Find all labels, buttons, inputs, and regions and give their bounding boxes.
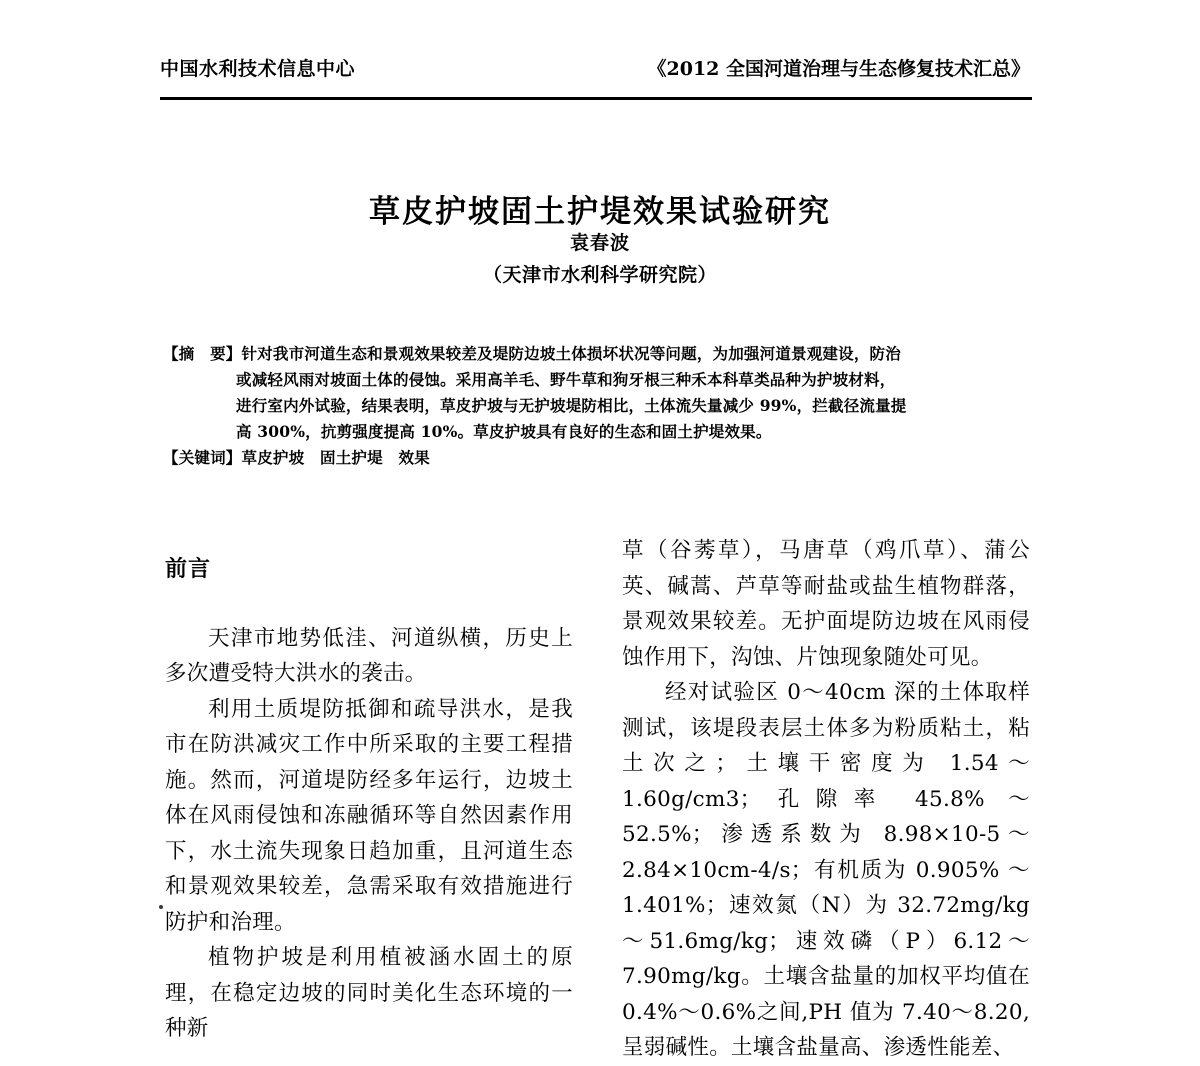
abstract-text-line: 或减轻风雨对坡面土体的侵蚀。采用高羊毛、野牛草和狗牙根三种禾本科草类品种为护坡材料， [236,370,896,389]
body-column-left [165,552,573,1047]
page-title: 草皮护坡固土护堤效果试验研究 [369,193,831,230]
keywords-label: 【关键词】 [163,448,242,467]
abstract-text-line: 针对我市河道生态和景观效果较差及堤防边坡土体损坏状况等问题，为加强河道景观建设，防治 [241,344,901,363]
abstract-block [163,341,1035,471]
abstract-line [163,419,1035,445]
paragraph: 经对试验区 0～40cm 深的土体取样测试，该堤段表层土体多为粉质粘土，粘土次之；土壤干密度为 1.54～1.60g/cm3；孔隙率 45.8% ～ 52.5%；渗透系数为 8.98×10-5～2.84×10cm-4/s；有机质为 0.905% ～ 1.401%；速效氮（N）为 32.72mg/kg～51.6mg/kg；速效磷（P）6.12～7.90mg/kg。土壤含盐量的加权平均值在 0.4%～0.6%之间,PH 值为 7.40～8.20,呈弱碱性。土壤含盐量高、渗透性能差、 [622,680,1030,1060]
paragraph: 草（谷莠草），马唐草（鸡爪草）、蒲公英、碱蒿、芦草等耐盐或盐生植物群落，景观效果较差。无护面堤防边坡在风雨侵蚀作用下，沟蚀、片蚀现象随处可见。 [622,538,1030,670]
keywords-line [163,445,1035,471]
keywords-text: 草皮护坡 固土护堤 效果 [241,448,430,467]
header-organization: 中国水利技术信息中心 [160,58,356,80]
running-header [160,54,1030,81]
abstract-label: 【摘 要】 [163,344,242,363]
abstract-text-line: 高 300%，抗剪强度提高 10%。草皮护坡具有良好的生态和固土护堤效果。 [236,422,772,441]
author-name: 袁春波 [569,232,630,254]
author-affiliation: （天津市水利科学研究院） [482,264,717,286]
scan-artifact-speck [159,905,163,909]
section-heading-introduction: 前言 [165,557,212,582]
paragraph: 利用土质堤防抵御和疏导洪水，是我市在防洪减灾工作中所采取的主要工程措施。然而，河道堤防经多年运行，边坡土体在风雨侵蚀和冻融循环等自然因素作用下，水土流失现象日趋加重，且河道生态和景观效果较差，急需采取有效措施进行防护和治理。 [165,696,573,935]
abstract-line [163,367,1035,393]
paragraph: 天津市地势低洼、河道纵横，历史上多次遭受特大洪水的袭击。 [165,625,573,686]
paragraph: 植物护坡是利用植被涵水固土的原理，在稳定边坡的同时美化生态环境的一种新 [165,945,573,1041]
abstract-text-line: 进行室内外试验，结果表明，草皮护坡与无护坡堤防相比，土体流失量减少 99%，拦截径流量提 [236,396,907,415]
abstract-line [163,341,1035,367]
abstract-line [163,393,1035,419]
body-column-right [622,533,1030,1066]
header-publication: 《2012 全国河道治理与生态修复技术汇总》 [647,58,1030,80]
header-divider-rule [160,97,1032,100]
